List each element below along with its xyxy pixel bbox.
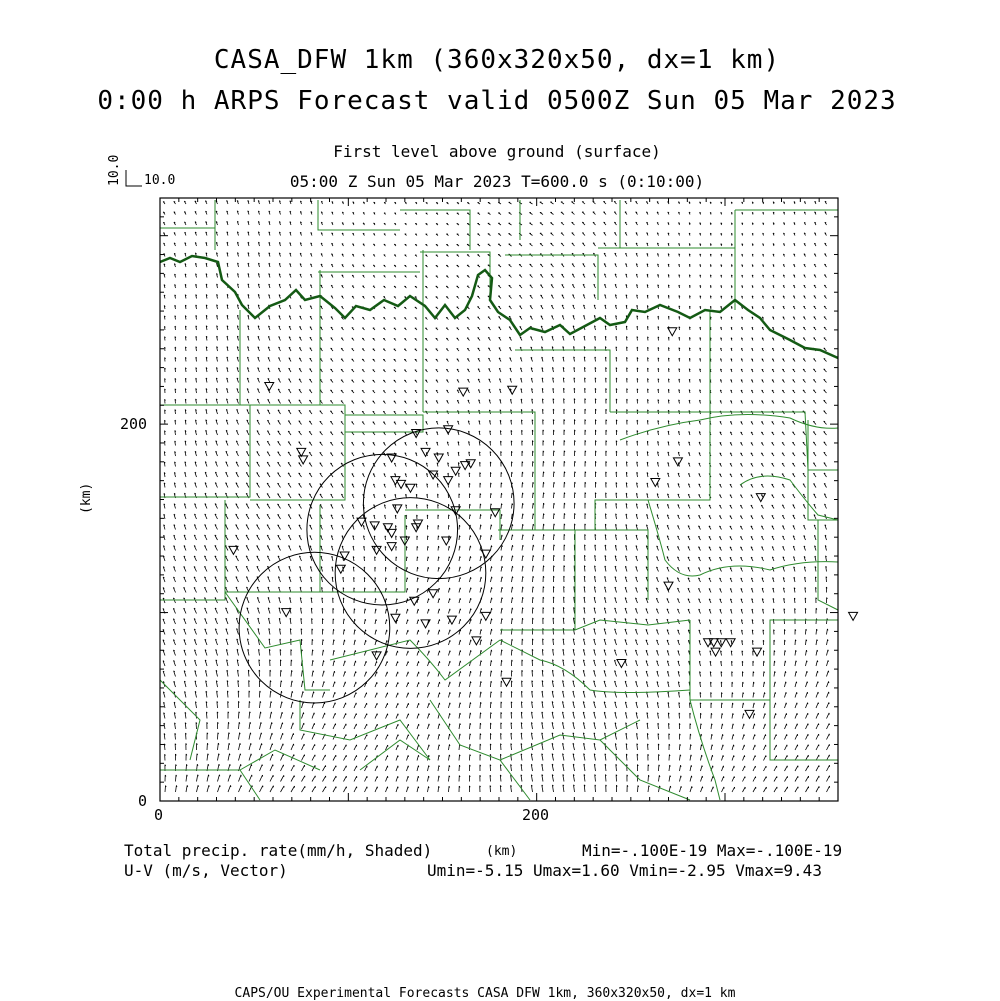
valid-time-label: 05:00 Z Sun 05 Mar 2023 T=600.0 s (0:10:00) <box>289 172 705 191</box>
county-line <box>498 530 575 630</box>
station-marker <box>391 614 400 622</box>
county-boundaries <box>160 200 838 800</box>
county-line <box>400 210 470 250</box>
station-marker <box>711 648 720 656</box>
station-marker <box>387 543 396 551</box>
radar-range-ring <box>307 454 458 605</box>
title-line-2: 0:00 h ARPS Forecast valid 0500Z Sun 05 Mar 2023 <box>97 86 897 116</box>
county-line <box>360 740 430 770</box>
surface-stations <box>229 328 858 719</box>
wind-stats: Umin=-5.15 Umax=1.60 Vmin=-2.95 Vmax=9.43 <box>427 861 822 880</box>
station-marker <box>508 386 517 394</box>
station-marker <box>372 652 381 660</box>
station-marker <box>472 637 481 645</box>
station-marker <box>336 565 345 573</box>
station-marker <box>459 388 468 396</box>
county-line <box>690 620 838 700</box>
vector-key-label: 10.0 <box>144 173 176 188</box>
county-line <box>300 700 430 760</box>
county-line <box>598 248 735 310</box>
county-line <box>505 255 598 300</box>
county-line <box>710 412 838 470</box>
county-line <box>770 700 838 760</box>
station-marker <box>849 612 858 620</box>
station-marker <box>745 710 754 718</box>
footer-credit: CAPS/OU Experimental Forecasts CASA DFW 1km, 360x320x50, dx=1 km <box>234 986 736 1001</box>
county-line <box>160 770 260 800</box>
wind-vector-field <box>163 200 830 792</box>
station-marker <box>753 648 762 656</box>
station-marker <box>434 454 443 462</box>
station-marker <box>466 460 475 468</box>
wind-vectors <box>163 200 830 792</box>
precip-stats: Min=-.100E-19 Max=-.100E-19 <box>582 841 843 860</box>
y-axis-label: (km) <box>79 482 94 514</box>
y-tick-label-200: 200 <box>120 415 148 433</box>
county-line <box>318 200 400 230</box>
station-marker <box>651 479 660 487</box>
x-tick-label-200: 200 <box>522 806 550 824</box>
county-line <box>740 476 838 520</box>
county-line <box>690 700 720 800</box>
x-axis-label: (km) <box>486 844 518 859</box>
county-line <box>600 740 690 800</box>
county-line <box>648 500 838 576</box>
station-marker <box>481 612 490 620</box>
station-marker <box>502 678 511 686</box>
county-line <box>575 530 648 600</box>
county-line <box>420 252 490 300</box>
vector-key-rotated-label: 10.0 <box>107 154 122 186</box>
level-label: First level above ground (surface) <box>333 142 661 161</box>
title-line-1: CASA_DFW 1km (360x320x50, dx=1 km) <box>213 45 781 75</box>
station-marker <box>282 609 291 617</box>
vector-key-arrow <box>126 170 142 186</box>
county-line <box>500 620 690 630</box>
station-marker <box>393 505 402 513</box>
county-line <box>423 412 535 530</box>
station-marker <box>726 639 735 647</box>
county-line <box>240 750 320 770</box>
county-line <box>225 505 320 592</box>
county-line <box>160 680 200 760</box>
station-marker <box>429 590 438 598</box>
wind-legend: U-V (m/s, Vector) <box>124 861 288 880</box>
station-marker <box>756 494 765 502</box>
station-marker <box>397 480 406 488</box>
radar-range-ring <box>239 552 390 703</box>
station-marker <box>442 537 451 545</box>
station-marker <box>421 448 430 456</box>
county-line <box>818 520 838 610</box>
station-marker <box>664 582 673 590</box>
precip-legend: Total precip. rate(mm/h, Shaded) <box>124 841 433 860</box>
y-tick-label-0: 0 <box>138 792 148 810</box>
station-marker <box>673 458 682 466</box>
county-line <box>330 640 500 680</box>
station-marker <box>617 659 626 667</box>
station-marker <box>406 484 415 492</box>
x-tick-label-0: 0 <box>154 806 164 824</box>
